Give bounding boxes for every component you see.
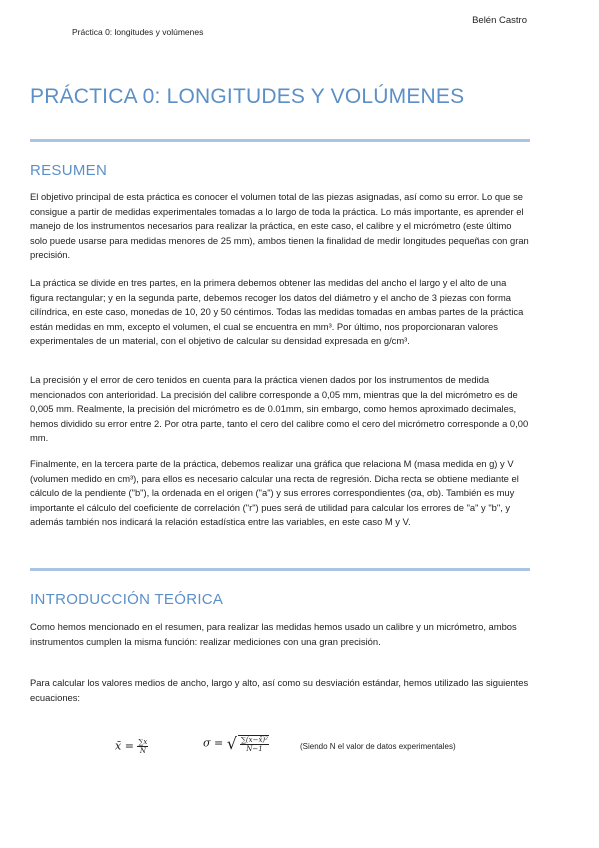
- resumen-paragraph-1: El objetivo principal de esta práctica es conocer el volumen total de las piezas asignadas, así como su error. Lo que se consigue a partir de medidas experimentales tomadas a lo largo de toda la práctica. Lo más importante, es aprender el manejo de los instrumentos necesarios para realizar la práctica, en este caso, el calibre y el micrómetro (este último solo puede usarse para medidas menores de 25 mm), ambos tienen la finalidad de medir longitudes pequeñas con gran precisión.: [30, 191, 529, 261]
- mean-equation: [115, 738, 148, 755]
- section-heading-resumen: RESUMEN: [30, 162, 108, 179]
- std-fraction: [240, 736, 269, 753]
- intro-paragraph-2: Para calcular los valores medios de ancho, largo y alto, así como su desviación estándar, hemos utilizado las siguientes ecuaciones:: [30, 677, 529, 703]
- std-lhs: σ =: [203, 736, 224, 750]
- equations-row: [0, 734, 599, 764]
- sqrt-body: [238, 735, 269, 753]
- intro-paragraph-1: Como hemos mencionado en el resumen, para realizar las medidas hemos usado un calibre y un micrómetro, ambos instrumentos cumplen la misma función: realizar mediciones con una gran precisión.: [30, 621, 517, 647]
- mean-numerator: ∑x: [138, 738, 148, 746]
- section-heading-introduccion: INTRODUCCIÓN TEÓRICA: [30, 591, 224, 608]
- title-divider: [30, 139, 530, 142]
- resumen-paragraph-3: La precisión y el error de cero tenidos en cuenta para la práctica vienen dados por los instrumentos de medida mencionados con anterioridad. La precisión del calibre corresponde a 0,05 mm, mientras que la del micrómetro es de 0,005 mm. Realmente, la precisión del micrómetro es de 0.01mm, sin embargo, como hemos aproximado decimales, hemos dividido su error entre 2. Por otra parte, tanto el cero del calibre como el cero del micrómetro corresponde a 0,00 mm.: [30, 374, 529, 444]
- author-name: Belén Castro: [472, 15, 527, 26]
- std-equation: [203, 734, 269, 753]
- mean-fraction: [137, 738, 148, 755]
- resumen-paragraph-4: Finalmente, en la tercera parte de la práctica, debemos realizar una gráfica que relaciona M (masa medida en g) y V (volumen medido en cm³), para ellos es necesario calcular una recta de regresión. Dicha recta se obtiene mediante el cálculo de la pendiente ("b"), la ordenada en el origen ("a") y sus errores correspondientes (σa, σb). También es muy importante el cálculo del coeficiente de correlación ("r") pues será de utilidad para calcular los errores de "a" y "b", y además también nos indicará la relación estadística entre las variables, en este caso M y V.: [30, 458, 519, 528]
- resumen-paragraph-2: La práctica se divide en tres partes, en la primera debemos obtener las medidas del ancho el largo y el alto de una figura rectangular; y en la segunda parte, debemos recoger los datos del diámetro y el ancho de 3 piezas con forma cilíndrica, en este caso, monedas de 10, 20 y 50 céntimos. Todas las medidas tomadas en ambas partes de la práctica están medidas en mm, excepto el volumen, el cual se encuentra en mm³. Por último, nos proporcionaran valores experimentales de un material, con el objetivo de calcular su densidad expresada en g/cm³.: [30, 277, 524, 347]
- std-numerator: ∑(x−x̄)²: [240, 735, 268, 744]
- sqrt-symbol: √: [226, 734, 237, 753]
- equation-note: (Siendo N el valor de datos experimentales): [300, 742, 456, 751]
- std-denominator: N−1: [246, 744, 263, 753]
- mean-lhs: x̄ =: [115, 739, 134, 753]
- mean-denominator: N: [139, 747, 146, 755]
- section-divider: [30, 568, 530, 571]
- document-title: PRÁCTICA 0: LONGITUDES Y VOLÚMENES: [30, 85, 465, 108]
- running-title: Práctica 0: longitudes y volúmenes: [72, 27, 204, 37]
